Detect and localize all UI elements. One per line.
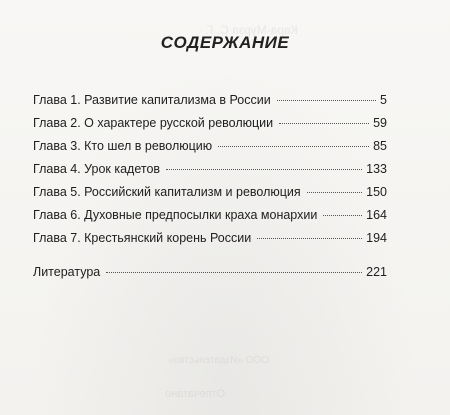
- toc-entry-chapter-1: [33, 89, 387, 112]
- dot-leader: [323, 215, 362, 216]
- toc-entry-chapter-2: [33, 112, 387, 135]
- toc-entry-label: Глава 1. Развитие капитализма в России: [33, 93, 271, 107]
- toc-entry-chapter-5: [33, 181, 387, 204]
- bleed-through-text: Кара-Мурза С. Г.: [205, 23, 298, 37]
- toc-entry-chapter-3: [33, 135, 387, 158]
- toc-entry-chapter-7: [33, 227, 387, 250]
- toc-entry-label: Глава 5. Российский капитализм и революция: [33, 185, 301, 199]
- bleed-through-text: ООО «Издательство»: [168, 355, 270, 366]
- dot-leader: [279, 123, 369, 124]
- page-title: СОДЕРЖАНИЕ: [160, 33, 290, 52]
- toc-entry-label: Литература: [33, 265, 101, 279]
- dot-leader: [257, 238, 362, 239]
- bleed-through-text: Отпечатано: [165, 388, 226, 400]
- dot-leader: [106, 272, 362, 273]
- toc-entry-chapter-4: [33, 158, 387, 181]
- toc-entry-page: 133: [366, 162, 387, 176]
- dot-leader: [218, 146, 369, 147]
- toc-entry-page: 194: [366, 231, 387, 245]
- toc-entry-label: Глава 2. О характере русской революции: [33, 116, 274, 130]
- toc-entry-page: 150: [366, 185, 387, 199]
- toc-entry-label: Глава 6. Духовные предпосылки краха монархии: [33, 208, 318, 222]
- toc-entry-page: 164: [366, 208, 387, 222]
- toc-entry-label: Глава 3. Кто шел в революцию: [33, 139, 213, 153]
- toc-entry-label: Глава 4. Урок кадетов: [33, 162, 161, 176]
- toc-entry-page: 5: [380, 93, 387, 107]
- dot-leader: [166, 169, 362, 170]
- dot-leader: [277, 100, 376, 101]
- toc-entry-page: 221: [366, 265, 387, 279]
- dot-leader: [307, 192, 362, 193]
- toc-entry-literature: [33, 261, 387, 284]
- toc-entry-chapter-6: [33, 204, 387, 227]
- toc-entry-page: 85: [373, 139, 387, 153]
- toc-entry-page: 59: [373, 116, 387, 130]
- table-of-contents: [33, 89, 387, 284]
- toc-entry-label: Глава 7. Крестьянский корень России: [33, 231, 252, 245]
